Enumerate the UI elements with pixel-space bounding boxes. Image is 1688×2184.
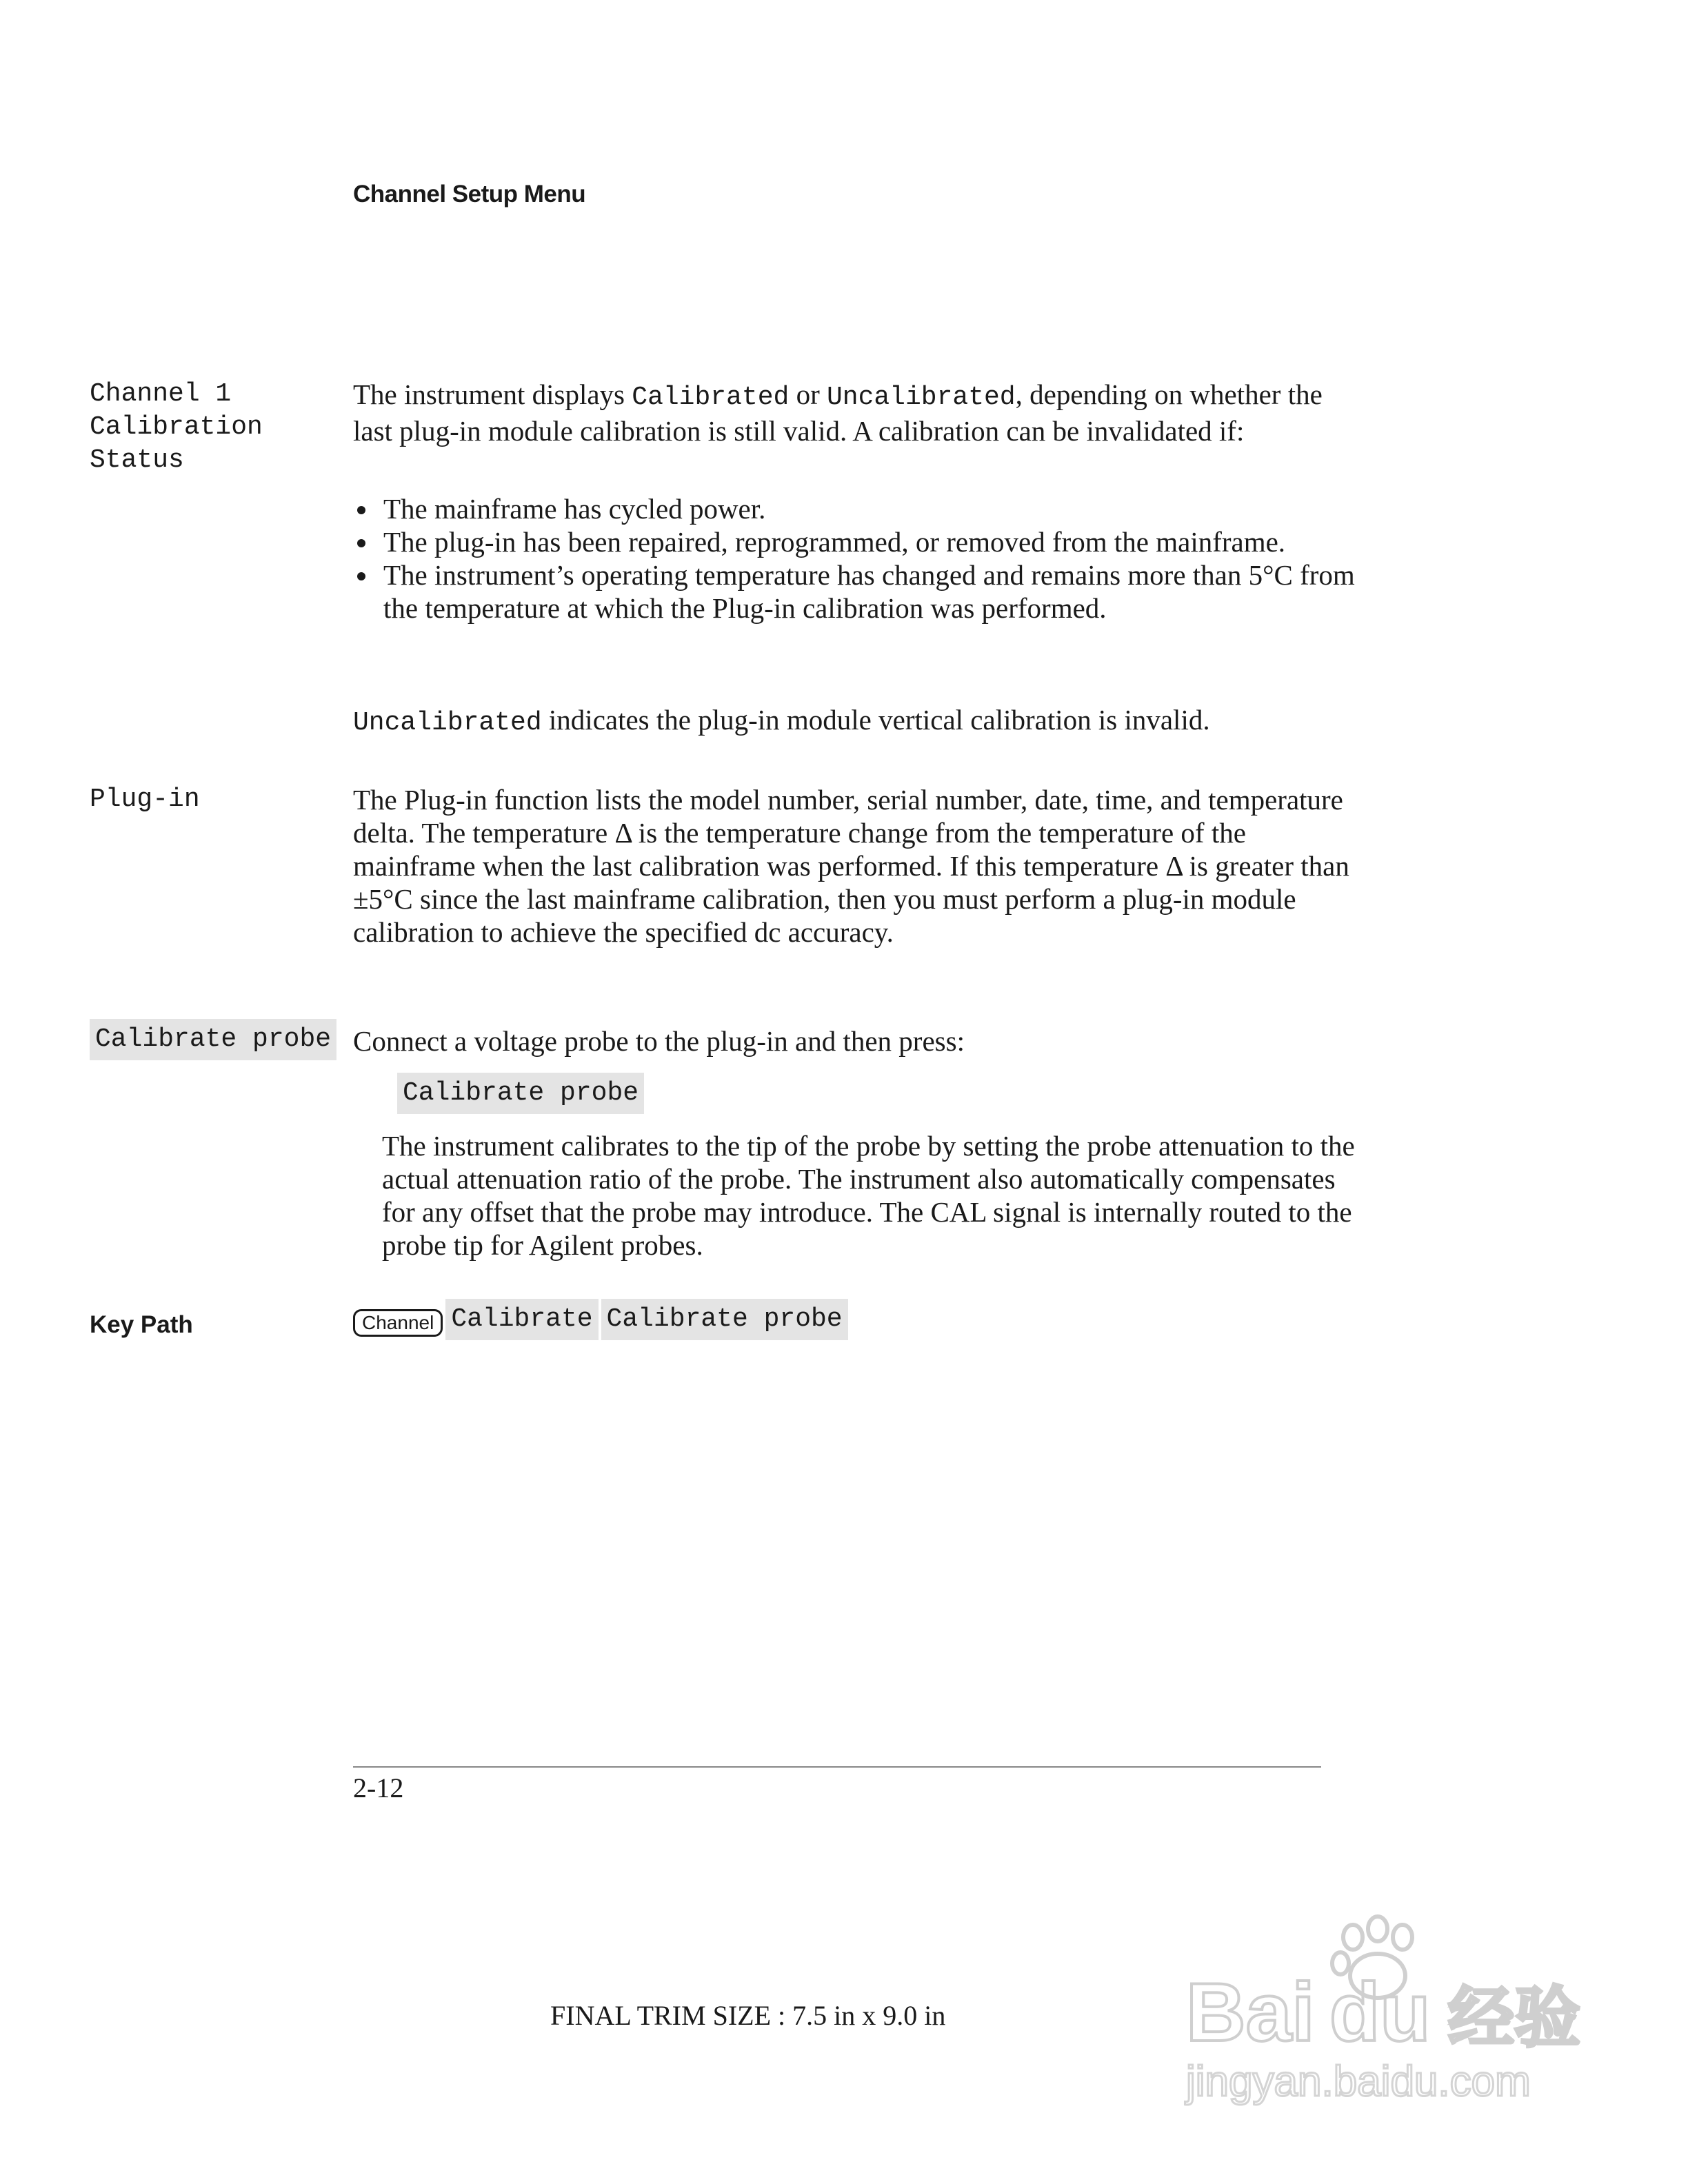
key-path-label: Key Path <box>90 1311 193 1338</box>
paw-toe-icon <box>1343 1925 1363 1950</box>
page-section-title: Channel Setup Menu <box>353 181 586 208</box>
watermark-cn-text: 经验 <box>1448 1979 1580 2056</box>
list-item: The mainframe has cycled power. <box>353 492 1360 525</box>
plugin-label: Plug-in <box>90 785 200 814</box>
calibrate-probe-key <box>397 1073 644 1114</box>
uncalibrated-note: Uncalibrated indicates the plug-in module vertical calibration is invalid. <box>353 704 1210 738</box>
key-path <box>353 1299 848 1340</box>
footer-divider <box>353 1766 1321 1768</box>
invalidation-list <box>353 492 1360 625</box>
svg-text:du: du <box>1329 1966 1431 2059</box>
plugin-description: The Plug-in function lists the model number, serial number, date, time, and temperature delta. The temperature Δ is the temperature change from the temperature of the mainframe when the last calibration was performed. If this temperature Δ is greater than ±5°C since the last mainframe calibration, then you must perform a plug-in module calibration to achieve the specified dc accuracy. <box>353 784 1349 948</box>
calibrate-probe-intro: Connect a voltage probe to the plug-in and then press: <box>353 1025 965 1057</box>
list-item: The instrument’s operating temperature has changed and remains more than 5°C from the temperature at which the Plug-in calibration was performed. <box>353 558 1360 625</box>
watermark-site-text: jingyan.baidu.com <box>1186 2058 1531 2105</box>
calibrated-term: Calibrated <box>632 383 790 412</box>
bullet-icon <box>357 539 365 547</box>
calibrate-softkey[interactable]: Calibrate <box>445 1299 598 1340</box>
bullet-icon <box>357 506 365 514</box>
trim-size-note: FINAL TRIM SIZE : 7.5 in x 9.0 in <box>550 2000 946 2031</box>
watermark-brand-text: Bai <box>1186 1966 1315 2059</box>
page-number: 2-12 <box>353 1772 404 1803</box>
channel-hardkey[interactable]: Channel <box>353 1309 443 1337</box>
uncalibrated-term: Uncalibrated <box>826 383 1016 412</box>
list-item: The plug-in has been repaired, reprogrammed, or removed from the mainframe. <box>353 525 1360 558</box>
calibrate-probe-button[interactable]: Calibrate probe <box>397 1073 644 1114</box>
calibration-status-intro: The instrument displays Calibrated or Uncalibrated, depending on whether the last plug-in module calibration is still valid. A calibration can be invalidated if: <box>353 378 1323 447</box>
baidu-watermark-logo <box>1172 1910 1586 2116</box>
calibrate-probe-softkey[interactable]: Calibrate probe <box>601 1299 848 1340</box>
calibrate-probe-description: The instrument calibrates to the tip of the probe by setting the probe attenuation to the actual attenuation ratio of the probe. The instrument also automatically compensates for any offset that the probe may introduce. The CAL signal is internally routed to the probe tip for Agilent probes. <box>382 1130 1355 1261</box>
paw-toe-icon <box>1368 1917 1387 1941</box>
calibrate-probe-softkey-label[interactable]: Calibrate probe <box>90 1019 336 1060</box>
paw-toe-icon <box>1393 1925 1412 1950</box>
calibrate-probe-label <box>90 1019 336 1060</box>
calibration-status-label: Channel 1 Calibration Status <box>90 379 263 475</box>
bullet-icon <box>357 572 365 580</box>
